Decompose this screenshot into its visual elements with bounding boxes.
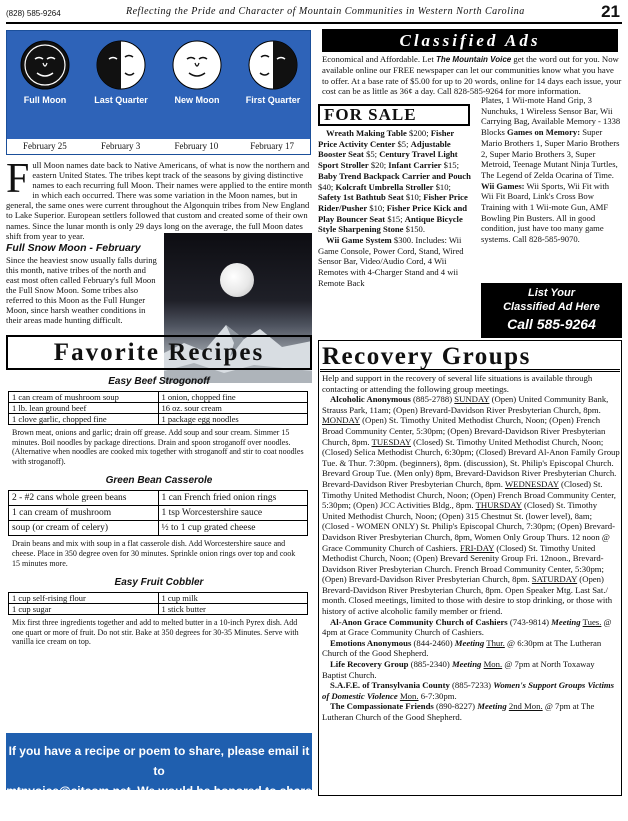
ingredient: 1 can cream of mushroom soup [9,392,159,403]
sale-item-price: $10; [435,181,451,192]
sale-item-price: $40; [318,181,334,192]
table-row [9,593,308,604]
group-name: Life Recovery Group [330,659,409,670]
table-row [9,521,308,536]
meeting-text: (Closed) St. Timothy United Methodist Church, Noon; (Open) Brevard Serenity Group Fri. 12noon., Brevard-Davidson River Presbyterian Church. French Broad Community Center, 5:30pm; (Open) Brevard-Davidson River Presbyterian Church, 8pm. [322,542,604,585]
group-name: The Compassionate Friends [330,701,434,712]
sale-item-name: Kolcraft Umbrella Stroller [335,181,434,192]
ingredients-table [8,490,308,536]
classified-ads-title: Classified Ads [322,29,618,52]
sale-item-price: $15; [387,213,403,224]
recipe-name: Easy Fruit Cobbler [114,577,204,589]
group-phone: (885-7233) [451,680,492,691]
recovery-intro: Help and support in the recovery of several life situations is available through contacting or attending the following group meetings. [322,373,593,394]
group-name: Al-Anon Grace Community Church of Cashiers [330,616,508,627]
table-row [9,403,308,414]
group-phone: (885-2340) [410,659,450,670]
safe-listing [322,680,620,701]
moon-phases-box [6,30,311,155]
ingredients-table [8,592,308,615]
sale-item-price: $15; [443,160,459,171]
meeting-day: 2nd Mon. [508,701,543,712]
sale-item-name: Baby Trend Backpack Carrier and Pouch [318,170,471,181]
moon-subhead: Full Snow Moon - February [6,241,141,254]
meeting-day: SATURDAY [531,574,578,585]
ingredient: 1 can French fried onion rings [158,491,308,506]
moon-phase-first-quarter [243,39,303,105]
group-phone: (844-2460) [413,637,453,648]
meeting-label: Meeting [477,701,507,712]
share-recipe-banner [6,733,312,818]
sale-item-name: Fisher Price Kick and Play Bouncer Seat [318,202,468,224]
meeting-day: Tues. [582,616,602,627]
classified-intro-b: get the word out for you. Now available online our FREE newspaper can let our communities know what you have to offer. At a base rate of $5.00 for up to 20 words, online for 14 days each issue, your cost can be as little as 36¢ a day. Call 828-585-9264 for more information. [322,54,622,96]
meeting-text: 6-7:30pm. [420,690,457,701]
group-description: Women's Support Groups Victims of Domestic Violence [322,680,615,701]
group-phone: (743-9814) [509,616,549,627]
meeting-label: Meeting [551,616,581,627]
sale-item-price: $10; [369,202,385,213]
sale-item-name: Wii Game System [326,235,392,246]
meeting-day: TUESDAY [371,436,411,447]
ingredient: 1 cup milk [158,593,308,604]
list-your-ad-banner [481,283,622,338]
games-memory-text: Super Mario Brothers 1, Super Mario Brothers 2, Super Mario Brothers 3, Super Metroid, Teenage Mutant Ninja Turtles, The Legend of Zelda Ocarina of Time. [481,127,620,180]
moon-phase-new [167,39,227,105]
group-phone: (890-8227) [435,701,476,712]
life-recovery-listing [322,659,620,680]
moon-phase-dates [7,141,310,151]
meeting-day: Mon. [483,659,503,670]
mountain-voice-logo: The Mountain Voice [435,55,512,64]
share-recipe-line1: If you have a recipe or poem to share, please email it to [8,744,310,778]
ingredients-table [8,391,308,425]
first-quarter-moon-icon [247,39,299,91]
ingredient: 2 - #2 cans whole green beans [9,491,159,506]
moon-phase-label: Full Moon [23,95,67,105]
meeting-day: SUNDAY [454,394,490,405]
meeting-text: (Closed) St. Timothy United Methodist Church, Noon; (Open) 315 Chestnut St. (lower level), 8am; (Closed - WOMEN ONLY) St. Philip's Episcopal Church, 7:30pm; (Open) Brevard-Davidson River Presbyterian Church, 8pm, Women Only Group Thurs. 12 noon @ Grace Community Church of Cashiers. [322,500,615,553]
recipe-name: Easy Beef Strogonoff [108,376,210,387]
moon-phase-last-quarter [91,39,151,105]
table-row [9,491,308,506]
moon-phase-full [15,39,75,105]
meeting-day: THURSDAY [475,500,522,511]
page-header [6,4,622,24]
recipe-directions: Mix first three ingredients together and add to melted butter in a 10-inch Pyrex dish. Add one quart or more of fruit. Do not stir. Bake at 350 degrees for 30-35 Minutes. Serve with vanilla ice cream on top. [12,618,299,647]
recipe-directions: Drain beans and mix with soup in a flat casserole dish. Add Worcestershire sauce and cheese. Place in 350 degree oven for 30 minutes. Sprinkle onion rings over top and cook 15 minutes more. [12,539,296,568]
moon-phase-label: First Quarter [245,95,301,105]
alanon-listing [322,617,620,638]
list-ad-line2: Classified Ad Here [503,301,600,313]
meeting-day: WEDNESDAY [504,478,559,489]
ingredient: soup (or cream of celery) [9,521,159,536]
group-name: Emotions Anonymous [330,637,412,648]
ingredient: 1 onion, chopped fine [158,392,308,403]
ingredient: 1 stick butter [158,604,308,615]
meeting-day: FRI-DAY [460,542,495,553]
recipe-name: Green Bean Casserole [105,475,213,487]
moon-in-photo [220,263,254,297]
sale-item-name: Wreath Making Table [326,128,407,138]
sale-item-name: Infant Carrier [388,160,442,171]
list-ad-line1: List Your [527,287,576,299]
meeting-day: Mon. [399,690,419,701]
sale-item-name: Adjustable Booster Seat [318,138,451,160]
page-number: 21 [601,2,620,21]
ingredient: 1 package egg noodles [158,414,308,425]
sale-item-name: Safety 1st Bathtub Seat [318,192,404,203]
wii-accessories-text: Plates, 1 Wii-mote Hand Grip, 3 Nunchuks, 1 Wireless Sensor Bar, Wii Carrying Bag, Available Memory - 1338 Blocks [481,95,621,138]
ingredient: 16 oz. sour cream [158,403,308,414]
recovery-groups-text [322,373,620,723]
meeting-text: (Open) United Community Bank, Strauss Park, 11am; (Open) Brevard-Davidson River Presbyterian Church, 8pm. [322,394,609,415]
for-sale-list-right [481,95,622,245]
moon-phase-label: Last Quarter [94,95,148,105]
last-quarter-moon-icon [95,39,147,91]
sale-item-price: $200; [409,128,429,138]
meeting-text: @ 7pm at The Lutheran Church of the Good Shepherd. [322,701,595,722]
meeting-text: (Open) Brevard-Davidson River Presbyterian Church, 8pm. Open Speaker Mtg. Last Sat./ month. Closed meetings, limited to those with desire to stop drinking, or those with history of active alcoholic family member or friend. [322,574,613,617]
ingredient: 1 tsp Worcestershire sauce [158,506,308,521]
wii-games-label: Wii Games: [481,180,525,191]
header-phone: (828) 585-9264 [6,9,61,18]
ingredient: ½ to 1 cup grated cheese [158,521,308,536]
recipes-title: Favorite Recipes [6,335,312,370]
list-ad-phone: Call 585-9264 [507,316,596,332]
meeting-label: Meeting [454,637,485,648]
moon-phase-date: February 10 [174,141,219,151]
ingredient: 1 cup self-rising flour [9,593,159,604]
meeting-text: (Closed) St. Timothy United Methodist Church, Noon; (Open) French Broad Community Center, 5:30pm; (Open) JCC Activities Bldg., 8pm. [322,478,616,511]
header-title: Reflecting the Pride and Character of Mountain Communities in Western North Carolina [126,6,525,17]
classified-intro-a: Economical and Affordable. Let [322,54,434,64]
sale-item-price: $10; [405,192,422,203]
sale-item-name: Fisher Price Activity Center [318,128,454,149]
group-name: S.A.F.E. of Transylvania County [330,680,450,691]
ingredient: 1 lb. lean ground beef [9,403,159,414]
moon-phase-date: February 25 [23,141,67,151]
aa-listing [322,394,620,616]
share-recipe-line2: mtnvoice@citcom.net. We would be honored to share it. [6,784,312,818]
sale-item-price: $5; [366,149,378,160]
table-row [9,414,308,425]
meeting-text: @ 6:30pm at The Lutheran Church of the Good Shepherd. [322,637,602,659]
for-sale-list-left [318,128,473,289]
moon-article-para1: ull Moon names date back to Native Americans, of what is now the northern and eastern United States. The tribes kept track of the seasons by giving distinctive names to each recurring full Moon. Their names were applied to the entire month in which each occurred. There was some variation in the Moon names, but in general, the same ones were current throughout the Algonquin tribes from New England to Lake Superior. European settlers followed that custom and created some of their own names. Since the lunar month is only 29 days long on the average, the full Moon dates shift from year to year. [6,160,312,241]
meeting-text: (Open) St. Timothy United Methodist Church, Noon; (Open) French Broad Community Center, 5:30pm; (Open) Brevard-Davidson River Presbyterian Church, 8pm. [322,415,606,447]
ingredient: 1 can cream of mushroom [9,506,159,521]
classified-intro [322,54,622,96]
drop-cap: F [6,156,30,202]
compassionate-friends-listing [322,701,620,722]
sale-item-name: Antique Bicycle Style Sharpening Stone [318,213,463,235]
meeting-text: (Closed) St. Timothy United Methodist Church, Noon; (Closed) Selica Methodist Church, 6:30pm; (Closed) Brevard Al-Anon Family Group Tue. & Thur. 7:30pm. (beginners), 8pm. (discussion), St. Philip's Episcopal Church. Brevard Group Tue. (Men only) 8pm, Brevard-Davidson River Presbyterian Church. Brevard-Davidson River Presbyterian Church, 8pm. [322,436,620,489]
games-memory-label: Games on Memory: [507,127,581,138]
recipe-directions: Brown meat, onions and garlic; drain off grease. Add soup and sour cream. Simmer 15 minutes. Boil noodles by package directions. Drain and spoon stroganoff over noodles. (Alternative when noodles are cooked mix together with stroganoff and stir to coat noodles with stroganoff). [12,428,304,466]
ea-listing [322,638,620,659]
meeting-text: @ 7pm at North Toxaway Baptist Church. [322,659,595,680]
table-row [9,506,308,521]
table-row [9,604,308,615]
group-name: Alcoholic Anonymous [330,394,411,405]
sale-item-name: Century Travel Light Sport Stroller [318,149,458,171]
moon-phase-date: February 3 [101,141,141,151]
moon-phase-date: February 17 [250,141,294,151]
table-row [9,392,308,403]
moon-article-para2: Since the heaviest snow usually falls during this month, native tribes of the north and east most often called February's full Moon the Full Snow Moon. Some tribes also referred to this Moon as the Full Hunger Moon, since harsh weather conditions in their areas made hunting difficult. [6,254,157,326]
sale-item-desc: $300. Includes: Wii Game Console, Power Cord, Stand, Wired Sensor Bar, Video/Audio Cord, 4 Wii Remotes with 4-Charger Stand and 4 wii Remote Back [318,235,464,288]
sale-item-price: $20; [370,160,387,171]
meeting-label: Meeting [451,659,482,670]
full-moon-icon [19,39,71,91]
meeting-day: MONDAY [322,415,360,426]
sale-item-price: $5; [397,138,409,149]
favorite-recipes-section [6,335,312,818]
ingredient: 1 clove garlic, chopped fine [9,414,159,425]
ingredient: 1 cup sugar [9,604,159,615]
for-sale-heading: FOR SALE [318,104,470,126]
group-phone: (885-2788) [413,394,453,405]
wii-games-text: Wii Sports, Wii Fit with Wii Fit Board, Link's Cross Bow Training with 1 Wii-mote Gun, AMF Bowling Pin Busters. All in good condition, just have too many game systems. Call 828-585-9070. [481,180,610,245]
sale-item-price: $150. [405,224,425,235]
sale-item-name: Fisher Price Rider/Pusher [318,192,468,213]
recovery-groups-title: Recovery Groups [320,342,620,372]
moon-phase-label: New Moon [174,95,220,105]
meeting-day: Thur. [486,637,505,648]
new-moon-icon [171,39,223,91]
moon-phases-band [7,31,310,139]
meeting-text: @ 4pm at Grace Community Church of Cashiers. [322,616,612,638]
